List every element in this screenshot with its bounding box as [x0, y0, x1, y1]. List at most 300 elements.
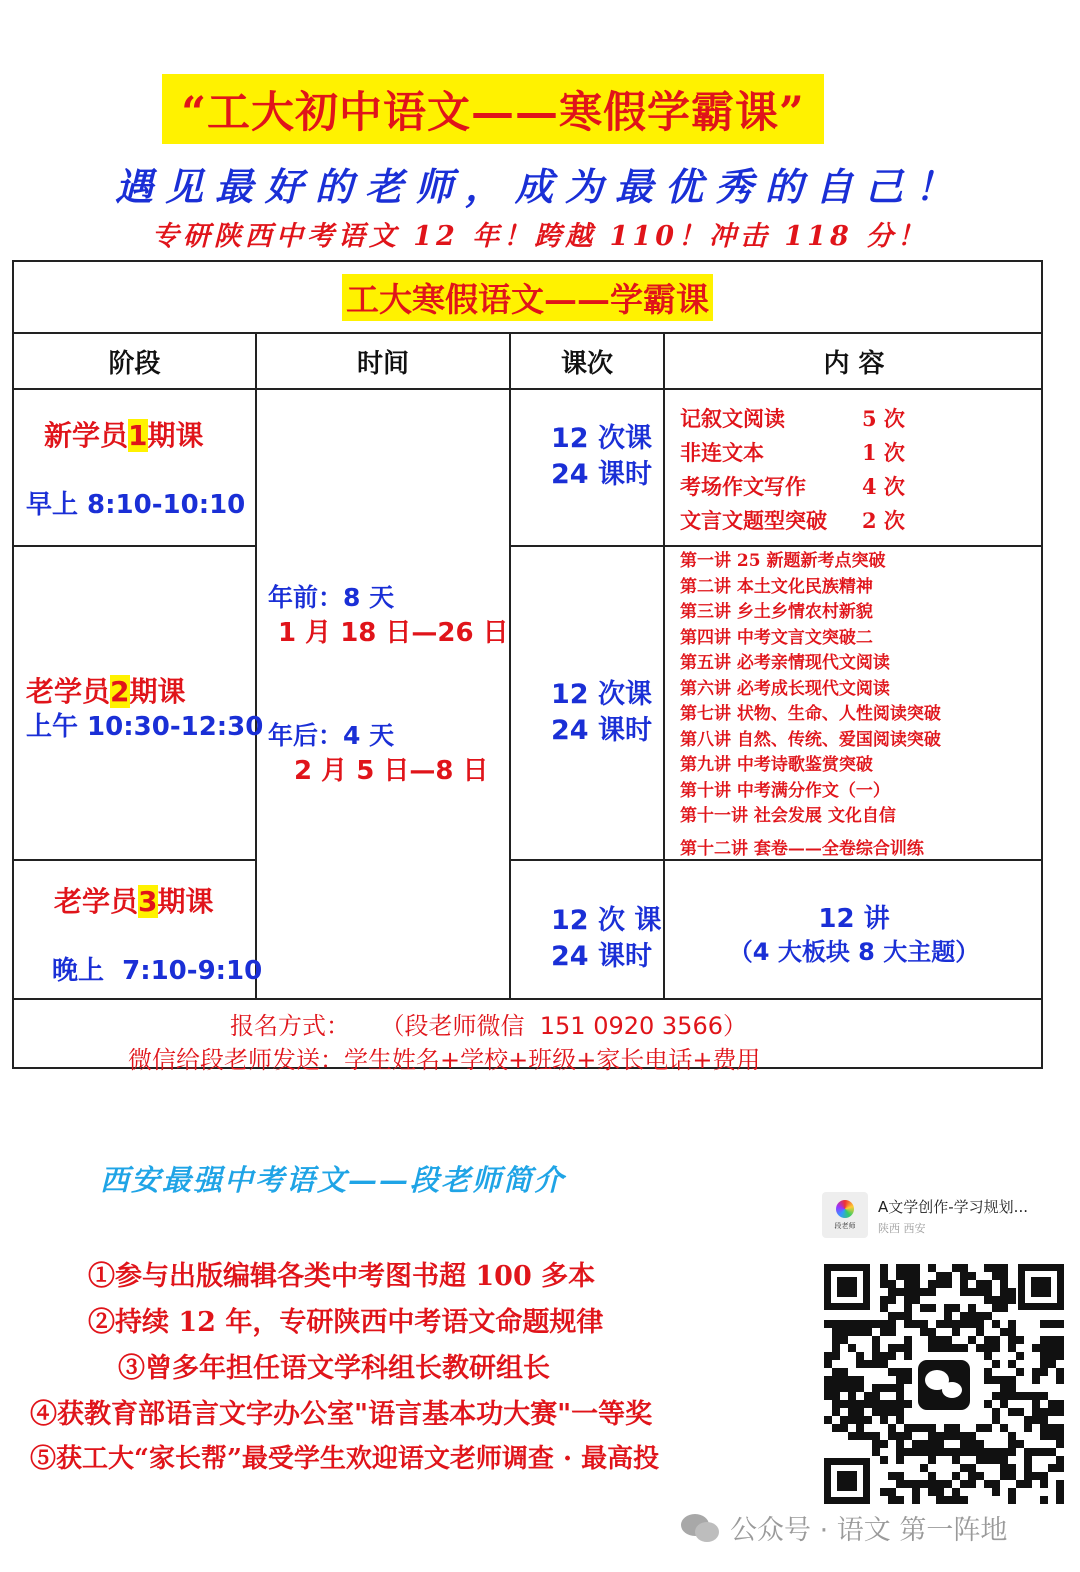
account-name: A文学创作-学习规划... — [878, 1198, 1028, 1216]
qr-module — [976, 1328, 984, 1336]
qr-module — [872, 1336, 880, 1344]
lecture-item: 第八讲 自然、传统、爱国阅读突破 — [680, 730, 941, 750]
qr-module — [880, 1280, 888, 1288]
qr-module — [1000, 1400, 1008, 1408]
qr-module — [896, 1368, 904, 1376]
qr-module — [1024, 1448, 1032, 1456]
qr-module — [1056, 1456, 1064, 1464]
row-3-content-line1: 12 讲 — [818, 904, 890, 934]
content-item-count: 1 次 — [862, 440, 905, 465]
qr-module — [968, 1480, 976, 1488]
qr-module — [1048, 1400, 1056, 1408]
grid-line — [509, 859, 1043, 861]
intro-item: ⑤获工大“家长帮”最受学生欢迎语文老师调查 · 最高投 — [30, 1444, 660, 1474]
qr-module — [1000, 1456, 1008, 1464]
qr-module — [952, 1448, 960, 1456]
qr-module — [920, 1464, 928, 1472]
time-before-dates: 1 月 18 日—26 日 — [278, 618, 509, 648]
qr-module — [960, 1264, 968, 1272]
qr-module — [1032, 1408, 1040, 1416]
qr-module — [1000, 1304, 1008, 1312]
qr-module — [936, 1448, 944, 1456]
qr-module — [968, 1440, 976, 1448]
qr-module — [1056, 1368, 1064, 1376]
qr-module — [1024, 1464, 1032, 1472]
qr-module — [992, 1408, 1000, 1416]
qr-module — [1024, 1456, 1032, 1464]
intro-item: ①参与出版编辑各类中考图书超 100 多本 — [88, 1261, 596, 1292]
qr-module — [1048, 1432, 1056, 1440]
header-stage: 阶段 — [108, 348, 161, 379]
qr-module — [944, 1272, 952, 1280]
qr-module — [992, 1272, 1000, 1280]
qr-module — [1000, 1272, 1008, 1280]
qr-module — [1040, 1416, 1048, 1424]
qr-module — [944, 1304, 952, 1312]
qr-module — [872, 1320, 880, 1328]
qr-module — [1048, 1464, 1056, 1472]
qr-module — [928, 1432, 936, 1440]
qr-module — [1008, 1440, 1016, 1448]
qr-module — [1008, 1344, 1016, 1352]
qr-module — [1040, 1352, 1048, 1360]
qr-module — [984, 1480, 992, 1488]
qr-code-image — [822, 1262, 1066, 1506]
qr-module — [1000, 1296, 1008, 1304]
qr-module — [952, 1488, 960, 1496]
qr-module — [832, 1392, 840, 1400]
qr-module — [1032, 1392, 1040, 1400]
qr-module — [912, 1296, 920, 1304]
qr-module — [1056, 1424, 1064, 1432]
qr-module — [872, 1432, 880, 1440]
qr-module — [1024, 1416, 1032, 1424]
qr-module — [912, 1440, 920, 1448]
account-card[interactable] — [822, 1186, 1062, 1246]
qr-module — [888, 1328, 896, 1336]
qr-module — [1056, 1400, 1064, 1408]
qr-module — [936, 1488, 944, 1496]
qr-module — [848, 1408, 856, 1416]
qr-module — [832, 1384, 840, 1392]
slogan: 遇见最好的老师，成为最优秀的自己！ — [114, 164, 965, 209]
qr-module — [976, 1456, 984, 1464]
qr-module — [968, 1272, 976, 1280]
qr-module — [992, 1304, 1000, 1312]
qr-module — [1008, 1360, 1016, 1368]
qr-module — [888, 1312, 896, 1320]
logo-icon — [836, 1200, 854, 1218]
qr-module — [824, 1352, 832, 1360]
qr-module — [904, 1400, 912, 1408]
grid-line — [509, 334, 511, 1000]
qr-module — [856, 1352, 864, 1360]
qr-module — [1056, 1432, 1064, 1440]
qr-module — [928, 1448, 936, 1456]
qr-module — [1016, 1352, 1024, 1360]
qr-module — [872, 1360, 880, 1368]
qr-module — [864, 1360, 872, 1368]
qr-module — [920, 1440, 928, 1448]
qr-module — [976, 1440, 984, 1448]
qr-module — [1032, 1376, 1040, 1384]
qr-module — [960, 1288, 968, 1296]
qr-module — [1008, 1488, 1016, 1496]
qr-module — [1056, 1496, 1064, 1504]
qr-module — [992, 1448, 1000, 1456]
lecture-item: 第十讲 中考满分作文（一） — [680, 781, 890, 801]
qr-module — [1056, 1376, 1064, 1384]
qr-module — [904, 1448, 912, 1456]
qr-module — [912, 1488, 920, 1496]
qr-module — [984, 1376, 992, 1384]
qr-module — [968, 1432, 976, 1440]
grid-line — [255, 334, 257, 1000]
qr-module — [872, 1440, 880, 1448]
qr-module — [992, 1264, 1000, 1272]
qr-module — [904, 1296, 912, 1304]
qr-module — [832, 1376, 840, 1384]
qr-module — [888, 1288, 896, 1296]
qr-module — [840, 1416, 848, 1424]
qr-module — [952, 1264, 960, 1272]
qr-module — [1024, 1392, 1032, 1400]
qr-module — [912, 1280, 920, 1288]
qr-module — [880, 1272, 888, 1280]
qr-module — [824, 1384, 832, 1392]
qr-module — [960, 1280, 968, 1288]
lecture-item: 第七讲 状物、生命、人性阅读突破 — [680, 704, 941, 724]
qr-module — [888, 1320, 896, 1328]
qr-module — [928, 1304, 936, 1312]
qr-module — [1056, 1344, 1064, 1352]
qr-module — [952, 1320, 960, 1328]
qr-module — [928, 1440, 936, 1448]
qr-module — [976, 1472, 984, 1480]
enroll-method: 报名方式： （段老师微信 151 0920 3566） — [230, 1012, 747, 1040]
qr-module — [912, 1424, 920, 1432]
qr-module — [880, 1264, 888, 1272]
qr-module — [1048, 1344, 1056, 1352]
qr-module — [832, 1352, 840, 1360]
qr-module — [1048, 1352, 1056, 1360]
qr-module — [1040, 1360, 1048, 1368]
qr-module — [824, 1360, 832, 1368]
qr-module — [936, 1496, 944, 1504]
qr-module — [888, 1472, 896, 1480]
qr-module — [832, 1424, 840, 1432]
qr-module — [888, 1344, 896, 1352]
page-title: “工大初中语文——寒假学霸课” — [162, 74, 824, 144]
qr-module — [984, 1400, 992, 1408]
qr-module — [880, 1320, 888, 1328]
qr-module — [832, 1328, 840, 1336]
qr-module — [952, 1304, 960, 1312]
enroll-instructions: 微信给段老师发送：学生姓名+学校+班级+家长电话+费用 — [128, 1046, 761, 1074]
content-item-name: 记叙文阅读 — [680, 406, 785, 431]
qr-module — [904, 1432, 912, 1440]
qr-module — [992, 1392, 1000, 1400]
qr-module — [984, 1288, 992, 1296]
qr-module — [1032, 1400, 1040, 1408]
qr-module — [968, 1304, 976, 1312]
qr-module — [936, 1336, 944, 1344]
qr-module — [880, 1360, 888, 1368]
qr-module — [1040, 1368, 1048, 1376]
qr-module — [888, 1352, 896, 1360]
qr-module — [968, 1448, 976, 1456]
grid-line — [14, 859, 256, 861]
qr-module — [832, 1400, 840, 1408]
content-item-name: 非连文本 — [680, 440, 764, 465]
qr-module — [1032, 1368, 1040, 1376]
qr-module — [824, 1392, 832, 1400]
qr-module — [824, 1320, 832, 1328]
qr-module — [1016, 1336, 1024, 1344]
qr-module — [1032, 1472, 1040, 1480]
qr-module — [904, 1376, 912, 1384]
account-logo — [822, 1192, 868, 1238]
qr-module — [832, 1408, 840, 1416]
qr-module — [1000, 1464, 1008, 1472]
qr-module — [1008, 1376, 1016, 1384]
qr-module — [976, 1320, 984, 1328]
qr-module — [848, 1400, 856, 1408]
qr-module — [1048, 1448, 1056, 1456]
qr-module — [904, 1264, 912, 1272]
row-3-content-line2: （4 大板块 8 大主题） — [728, 938, 980, 966]
intro-title: 西安最强中考语文——段老师简介 — [100, 1163, 566, 1197]
qr-module — [1040, 1336, 1048, 1344]
qr-module — [976, 1344, 984, 1352]
qr-module — [920, 1448, 928, 1456]
qr-module — [872, 1448, 880, 1456]
table-title: 工大寒假语文——学霸课 — [342, 274, 713, 321]
wechat-icon — [680, 1512, 720, 1544]
lecture-item: 第五讲 必考亲情现代文阅读 — [680, 653, 890, 673]
qr-module — [1000, 1472, 1008, 1480]
qr-module — [864, 1392, 872, 1400]
qr-module — [936, 1480, 944, 1488]
qr-module — [1024, 1472, 1032, 1480]
qr-module — [952, 1456, 960, 1464]
stage-2-pre: 老学员 — [26, 675, 111, 708]
qr-module — [896, 1408, 904, 1416]
qr-module — [928, 1288, 936, 1296]
qr-module — [912, 1264, 920, 1272]
qr-module — [888, 1368, 896, 1376]
qr-module — [1056, 1336, 1064, 1344]
qr-module — [1048, 1320, 1056, 1328]
stage-1-pre: 新学员 — [44, 419, 129, 452]
qr-module — [832, 1368, 840, 1376]
qr-module — [896, 1480, 904, 1488]
qr-module — [928, 1480, 936, 1488]
qr-module — [856, 1328, 864, 1336]
stage-2-time: 上午 10:30-12:30 — [26, 712, 264, 742]
qr-module — [1056, 1488, 1064, 1496]
qr-module — [880, 1440, 888, 1448]
qr-module — [912, 1288, 920, 1296]
qr-module — [944, 1448, 952, 1456]
intro-item: ③曾多年担任语文学科组长教研组长 — [118, 1353, 550, 1384]
qr-module — [848, 1384, 856, 1392]
qr-module — [1008, 1472, 1016, 1480]
qr-module — [968, 1472, 976, 1480]
qr-module — [928, 1488, 936, 1496]
qr-module — [888, 1408, 896, 1416]
lecture-item: 第四讲 中考文言文突破二 — [680, 628, 873, 648]
header-sessions: 课次 — [560, 348, 613, 379]
qr-module — [896, 1456, 904, 1464]
qr-module — [1032, 1416, 1040, 1424]
qr-module — [1040, 1496, 1048, 1504]
qr-module — [984, 1456, 992, 1464]
stage-2-post: 期课 — [129, 675, 186, 708]
qr-module — [832, 1344, 840, 1352]
qr-module — [896, 1312, 904, 1320]
stage-1-post: 期课 — [147, 419, 204, 452]
qr-module — [992, 1296, 1000, 1304]
qr-module — [1008, 1336, 1016, 1344]
qr-module — [864, 1320, 872, 1328]
qr-module — [856, 1424, 864, 1432]
qr-module — [896, 1392, 904, 1400]
qr-module — [944, 1312, 952, 1320]
qr-module — [864, 1328, 872, 1336]
qr-module — [1008, 1496, 1016, 1504]
qr-module — [984, 1424, 992, 1432]
qr-module — [960, 1480, 968, 1488]
qr-module — [936, 1344, 944, 1352]
row-1-hours: 24 课时 — [551, 459, 652, 490]
row-3-sessions: 12 次 课 — [551, 905, 662, 936]
qr-module — [872, 1344, 880, 1352]
lecture-item: 第六讲 必考成长现代文阅读 — [680, 679, 890, 699]
qr-module — [896, 1344, 904, 1352]
qr-module — [960, 1312, 968, 1320]
qr-module — [952, 1344, 960, 1352]
qr-module — [936, 1280, 944, 1288]
qr-module — [840, 1368, 848, 1376]
qr-module — [856, 1360, 864, 1368]
stage-3-post: 期课 — [157, 885, 214, 918]
qr-module — [1032, 1448, 1040, 1456]
watermark-text: 公众号 · 语文 第一阵地 — [730, 1515, 1008, 1546]
intro-item: ②持续 12 年，专研陕西中考语文命题规律 — [88, 1307, 604, 1338]
qr-module — [872, 1384, 880, 1392]
qr-module — [1040, 1392, 1048, 1400]
qr-module — [960, 1320, 968, 1328]
qr-module — [928, 1280, 936, 1288]
qr-module — [1056, 1440, 1064, 1448]
lecture-item: 第一讲 25 新题新考点突破 — [680, 551, 886, 571]
qr-module — [976, 1448, 984, 1456]
qr-module — [848, 1320, 856, 1328]
header-time: 时间 — [356, 348, 409, 379]
qr-module — [1048, 1424, 1056, 1432]
qr-module — [856, 1408, 864, 1416]
qr-module — [944, 1320, 952, 1328]
stage-3-time: 晚上 7:10-9:10 — [52, 956, 263, 986]
qr-module — [960, 1432, 968, 1440]
lecture-item: 第十二讲 套卷——全卷综合训练 — [680, 839, 924, 859]
qr-module — [1008, 1296, 1016, 1304]
qr-module — [936, 1432, 944, 1440]
lecture-item: 第十一讲 社会发展 文化自信 — [680, 806, 896, 826]
qr-module — [896, 1264, 904, 1272]
qr-module — [904, 1352, 912, 1360]
stage-1-num: 1 — [128, 419, 148, 452]
qr-module — [1016, 1392, 1024, 1400]
qr-module — [912, 1448, 920, 1456]
qr-module — [888, 1280, 896, 1288]
table-title-row — [14, 262, 1041, 334]
qr-module — [912, 1272, 920, 1280]
qr-module — [944, 1424, 952, 1432]
row-1-content — [680, 402, 905, 538]
qr-module — [984, 1280, 992, 1288]
qr-module — [952, 1496, 960, 1504]
stage-3-pre: 老学员 — [54, 885, 139, 918]
qr-module — [1040, 1448, 1048, 1456]
qr-module — [992, 1416, 1000, 1424]
qr-module — [952, 1472, 960, 1480]
qr-module — [848, 1328, 856, 1336]
qr-module — [840, 1336, 848, 1344]
account-location: 陕西 西安 — [878, 1222, 926, 1235]
qr-module — [904, 1480, 912, 1488]
stage-3-num: 3 — [138, 885, 158, 918]
stage-3-title — [54, 880, 214, 920]
grid-line — [14, 998, 1043, 1000]
lecture-item: 第九讲 中考诗歌鉴赏突破 — [680, 755, 873, 775]
qr-module — [920, 1288, 928, 1296]
lecture-item: 第二讲 本土文化民族精神 — [680, 577, 873, 597]
qr-module — [896, 1288, 904, 1296]
qr-module — [1024, 1480, 1032, 1488]
qr-module — [936, 1272, 944, 1280]
qr-module — [992, 1480, 1000, 1488]
qr-module — [960, 1464, 968, 1472]
qr-module — [920, 1480, 928, 1488]
qr-module — [1000, 1384, 1008, 1392]
qr-module — [1056, 1480, 1064, 1488]
qr-module — [856, 1384, 864, 1392]
qr-module — [872, 1352, 880, 1360]
qr-module — [1008, 1464, 1016, 1472]
qr-module — [960, 1496, 968, 1504]
qr-module — [976, 1288, 984, 1296]
grid-line — [14, 545, 256, 547]
qr-module — [904, 1304, 912, 1312]
qr-module — [904, 1288, 912, 1296]
qr-module — [928, 1472, 936, 1480]
qr-module — [896, 1272, 904, 1280]
qr-module — [1000, 1392, 1008, 1400]
qr-module — [944, 1496, 952, 1504]
qr-module — [896, 1400, 904, 1408]
qr-module — [936, 1320, 944, 1328]
qr-module — [880, 1296, 888, 1304]
qr-module — [1016, 1480, 1024, 1488]
qr-module — [904, 1272, 912, 1280]
qr-module — [960, 1272, 968, 1280]
qr-module — [1040, 1472, 1048, 1480]
content-item — [680, 436, 905, 470]
qr-module — [1000, 1288, 1008, 1296]
qr-module — [992, 1320, 1000, 1328]
